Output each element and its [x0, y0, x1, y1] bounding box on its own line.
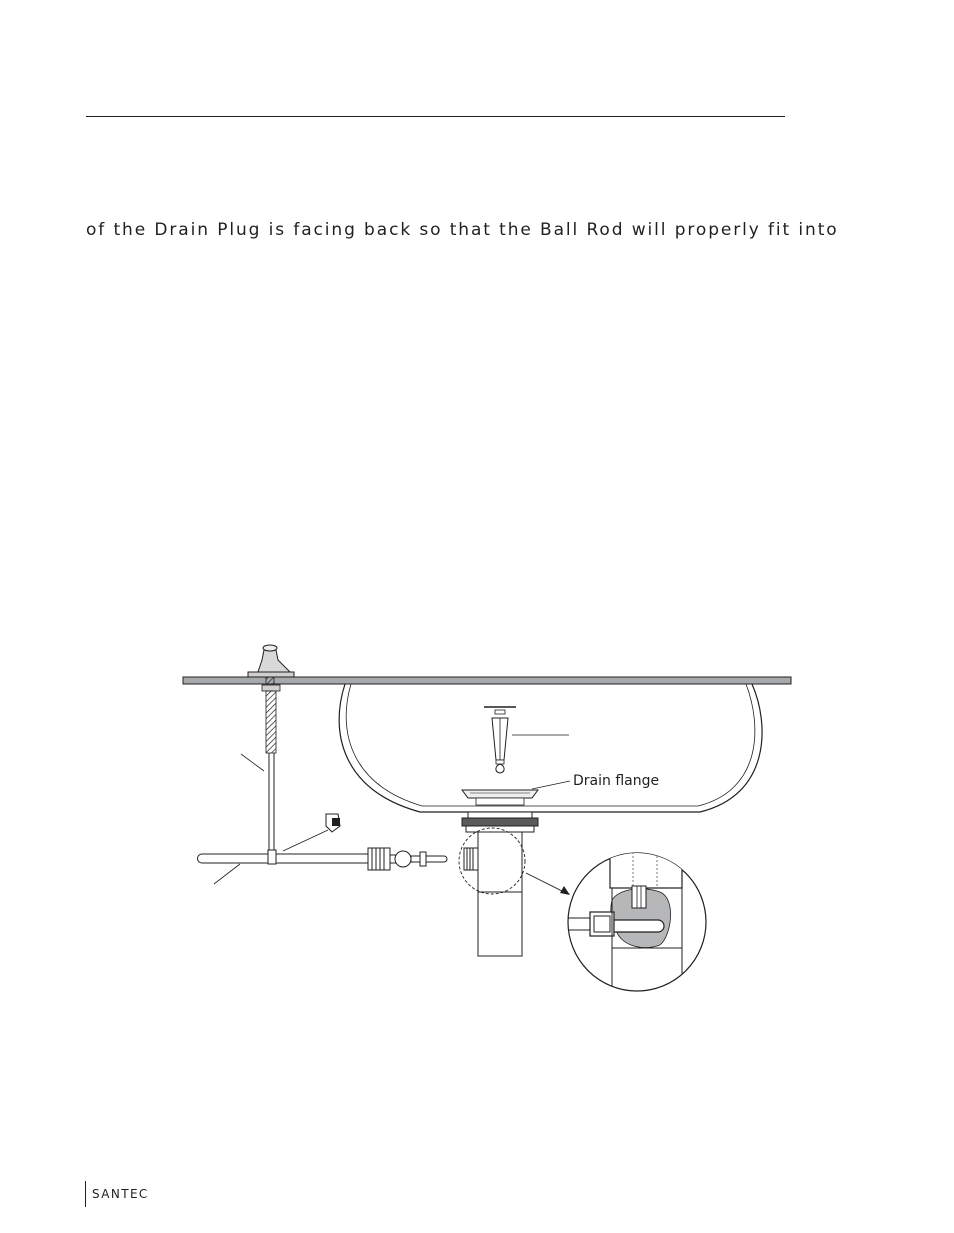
drain-flange-label: Drain flange	[573, 773, 660, 789]
footer-divider	[85, 1181, 86, 1207]
drain-flange	[462, 790, 538, 805]
extension-rod	[198, 850, 369, 864]
footer-brand: SANTEC	[92, 1187, 149, 1201]
ball-rod-assembly	[368, 848, 447, 870]
sink-basin	[339, 684, 762, 812]
lift-rod	[262, 685, 280, 862]
spring-clip	[326, 814, 340, 832]
drain-stopper	[484, 707, 516, 773]
instruction-text-line: of the Drain Plug is facing back so that the Ball Rod will properly fit into	[86, 220, 839, 240]
zoom-detail	[564, 852, 706, 995]
detail-arrow	[526, 873, 570, 895]
